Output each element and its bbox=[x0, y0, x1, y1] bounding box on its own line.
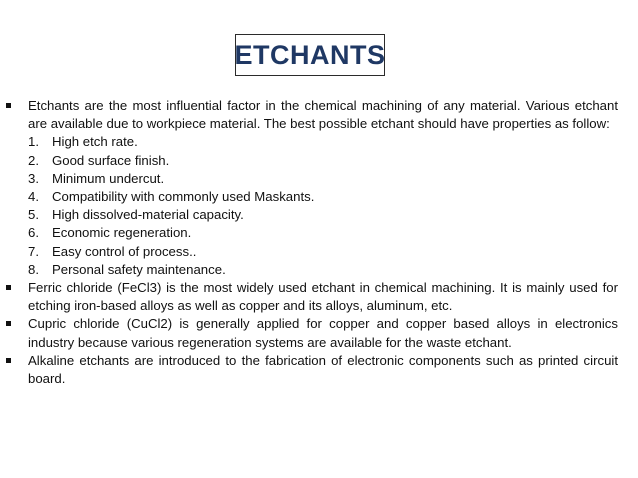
list-number: 2. bbox=[28, 152, 39, 168]
etchant-properties-list bbox=[28, 133, 618, 279]
bullet-item-etchants bbox=[6, 97, 618, 279]
list-number: 4. bbox=[28, 189, 39, 205]
bullet-text: Ferric chloride (FeCl3) is the most widely used etchant in chemical machining. It is mainly used for etching iron-based alloys as well as copper and its alloys, aluminum, etc. bbox=[28, 280, 618, 314]
bullet-text: Alkaline etchants are introduced to the fabrication of electronic components such as printed circuit board. bbox=[28, 352, 618, 387]
list-number: 6. bbox=[28, 225, 39, 241]
list-item bbox=[28, 206, 618, 224]
title-box bbox=[235, 34, 385, 76]
list-number: 1. bbox=[28, 134, 39, 150]
list-text: Minimum undercut. bbox=[52, 170, 165, 186]
list-number: 3. bbox=[28, 170, 39, 186]
list-text: High dissolved-material capacity. bbox=[52, 207, 244, 223]
bullet-text: Cupric chloride (CuCl2) is generally applied for copper and copper based alloys in electronics industry because various regeneration systems are available for the waste etchant. bbox=[28, 316, 618, 350]
square-bullet-icon bbox=[6, 285, 11, 290]
list-item bbox=[28, 261, 618, 279]
bullet-text: Etchants are the most influential factor in the chemical machining of any material. Various etchant are available due to workpiece material. The best possible etchant should have properties as follow: bbox=[28, 98, 618, 132]
list-item bbox=[28, 243, 618, 261]
slide-content bbox=[6, 97, 618, 388]
list-item bbox=[28, 170, 618, 188]
list-number: 5. bbox=[28, 207, 39, 223]
list-item bbox=[28, 188, 618, 206]
list-text: High etch rate. bbox=[52, 134, 138, 150]
bullet-item-ferric-chloride bbox=[6, 279, 618, 315]
list-text: Easy control of process.. bbox=[52, 243, 197, 259]
list-number: 8. bbox=[28, 261, 39, 277]
square-bullet-icon bbox=[6, 103, 11, 108]
bullet-item-alkaline-etchants bbox=[6, 352, 618, 388]
square-bullet-icon bbox=[6, 358, 11, 363]
list-text: Personal safety maintenance. bbox=[52, 261, 226, 277]
list-item bbox=[28, 133, 618, 151]
list-text: Good surface finish. bbox=[52, 152, 170, 168]
slide-title: ETCHANTS bbox=[234, 39, 386, 70]
square-bullet-icon bbox=[6, 321, 11, 326]
list-text: Compatibility with commonly used Maskants. bbox=[52, 189, 315, 205]
list-item bbox=[28, 224, 618, 242]
bullet-item-cupric-chloride bbox=[6, 315, 618, 351]
list-text: Economic regeneration. bbox=[52, 225, 192, 241]
list-number: 7. bbox=[28, 243, 39, 259]
list-item bbox=[28, 152, 618, 170]
